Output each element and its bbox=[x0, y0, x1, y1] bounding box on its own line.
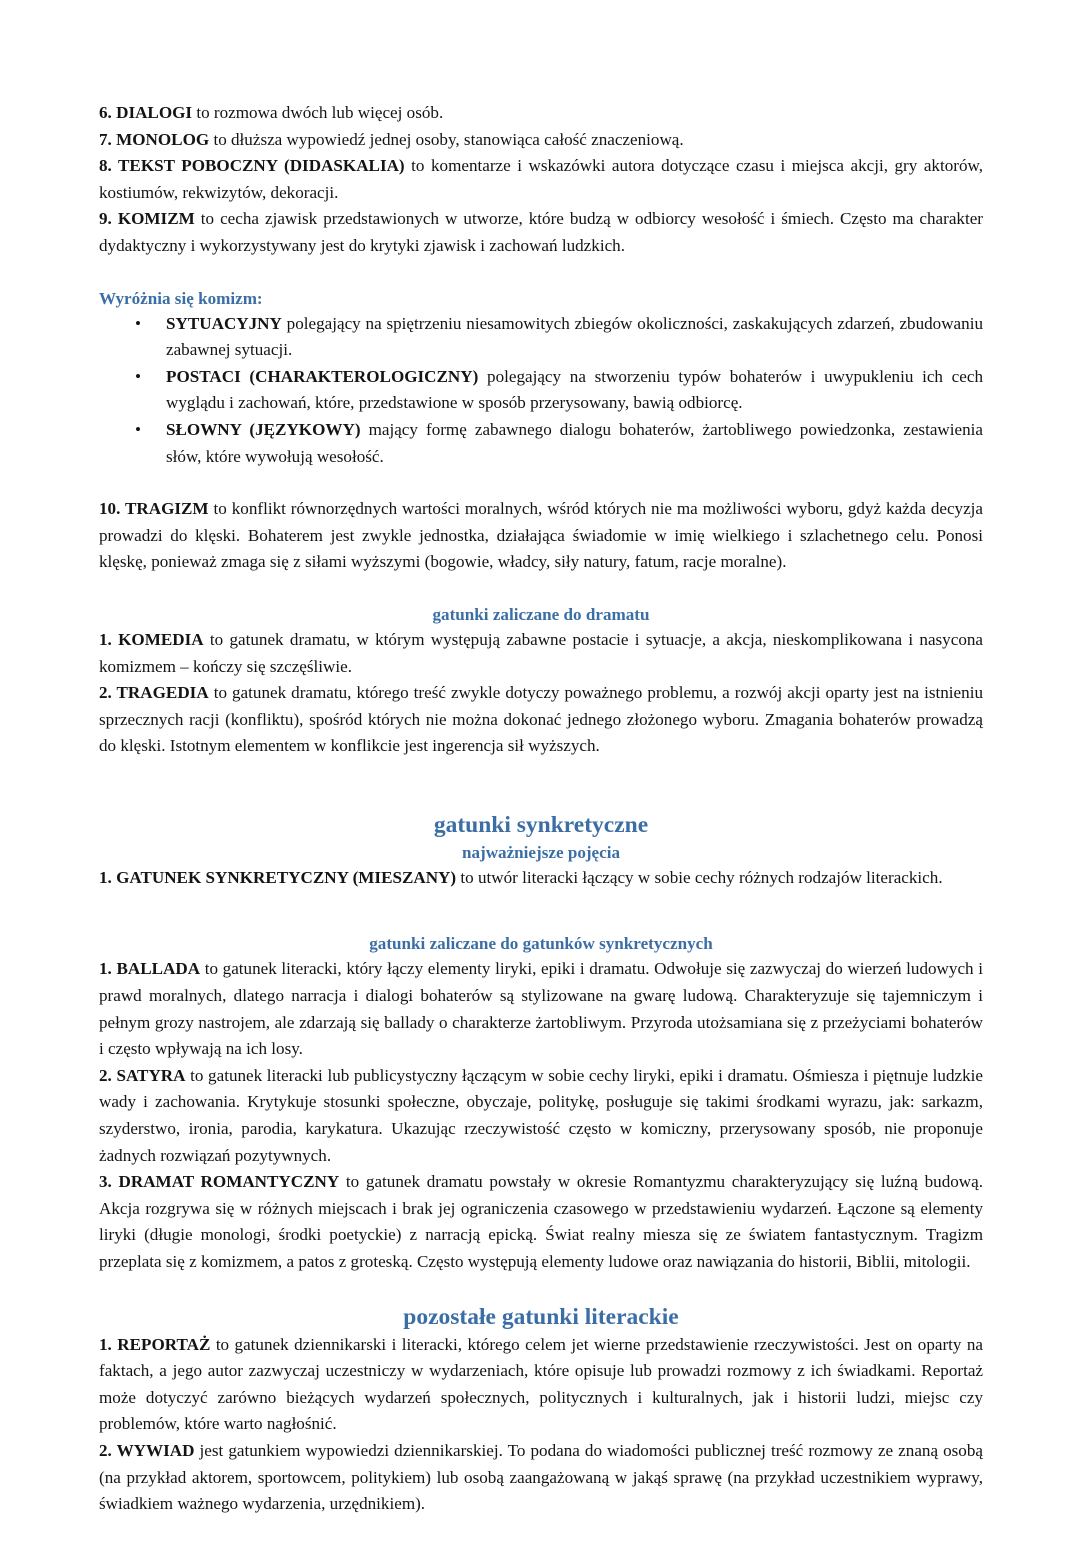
list-item bbox=[99, 364, 983, 417]
list-item-body: mający formę zabawnego dialogu bohaterów, żartobliwego powiedzonka, zestawienia słów, które wywołują wesołość. bbox=[166, 419, 983, 466]
definition-body: to utwór literacki łączący w sobie cechy różnych rodzajów literackich. bbox=[456, 867, 943, 887]
definition-dialogi bbox=[99, 100, 983, 127]
list-item-term: POSTACI (CHARAKTEROLOGICZNY) bbox=[166, 366, 479, 386]
definition-body: to gatunek literacki, który łączy elementy liryki, epiki i dramatu. Odwołuje się zazwyczaj do wierzeń ludowych i prawd moralnych, dlatego narracja i dialogi bohaterów są stylizowane na gwarę ludową. Charakteryzuje się tajemniczym i pełnym grozy nastrojem, ale zdarzają się ballady o charakterze żartobliwym. Przyroda utożsamiana się z przeżyciami bohaterów i często wpływają na ich losy. bbox=[99, 959, 983, 1059]
heading-gatunki-zaliczane-do-gatunkow-synkretycznych: gatunki zaliczane do gatunków synkretycznych bbox=[369, 934, 713, 954]
bullet-icon: • bbox=[135, 366, 141, 386]
definition-body: to cecha zjawisk przedstawionych w utworze, które budzą w odbiorcy wesołość i śmiech. Często ma charakter dydaktyczny i wykorzystywany jest do krytyki zjawisk i zachowań ludzkich. bbox=[99, 209, 983, 255]
definition-term: 9. KOMIZM bbox=[99, 209, 195, 229]
definition-term: 8. TEKST POBOCZNY (DIDASKALIA) bbox=[99, 156, 405, 176]
spacer bbox=[99, 1276, 983, 1302]
spacer bbox=[99, 576, 983, 602]
spacer bbox=[99, 470, 983, 496]
list-item-body: polegający na spiętrzeniu niesamowitych zbiegów okoliczności, zaskakujących zdarzeń, zbudowaniu zabawnej sytuacji. bbox=[166, 313, 983, 360]
definition-body: to gatunek literacki lub publicystyczny łączącym w sobie cechy liryki, epiki i dramatu. Ośmiesza i piętnuje ludzkie wady i zachowania. Krytykuje stosunki społeczne, obyczaje, politykę, posługuje się takimi środkami wyrazu, jak: sarkazm, szyderstwo, ironia, parodia, karykatura. Ukazując rzeczywistość często w komiczny, przerysowany sposób, nie proponuje żadnych rozwiązań pozytywnych. bbox=[99, 1065, 983, 1165]
bullet-icon: • bbox=[135, 313, 141, 333]
bullet-icon: • bbox=[135, 419, 141, 439]
definition-body: to komentarze i wskazówki autora dotyczące czasu i miejsca akcji, gry aktorów, kostiumów, rekwizytów, dekoracji. bbox=[99, 156, 983, 202]
definition-term: 7. MONOLOG bbox=[99, 129, 210, 149]
definition-satyra bbox=[99, 1063, 983, 1169]
definition-komedia bbox=[99, 627, 983, 680]
spacer bbox=[99, 891, 983, 931]
list-item bbox=[99, 417, 983, 470]
section-title-pozostale-gatunki-literackie: pozostałe gatunki literackie bbox=[403, 1303, 679, 1330]
definition-term: 1. BALLADA bbox=[99, 959, 201, 979]
definition-body: to gatunek dramatu powstały w okresie Romantyzmu charakteryzujący się luźną budową. Akcja rozgrywa się w różnych miejscach i brak jej ograniczenia czasowego w przedstawieniu wydarzeń. Łączone są elementy liryki (długie monologi, środki poetyckie) z narracją epicką. Świat realny miesza się ze światem fantastycznym. Tragizm przeplata się z komizmem, a patos z groteską. Często występują elementy ludowe oraz nawiązania do historii, Biblii, mitologii. bbox=[99, 1172, 983, 1271]
definitions-block-dramat-terms bbox=[99, 100, 983, 260]
definition-dramat-romantyczny bbox=[99, 1169, 983, 1275]
definition-komizm bbox=[99, 206, 983, 259]
definition-tekst-poboczny bbox=[99, 153, 983, 206]
definition-term: 1. REPORTAŻ bbox=[99, 1334, 211, 1354]
definition-tragizm bbox=[99, 496, 983, 576]
definition-body: to gatunek dramatu, w którym występują zabawne postacie i sytuacje, a akcja, nieskomplikowana i nasycona komizmem – kończy się szczęśliwie. bbox=[99, 629, 983, 676]
list-item-term: SYTUACYJNY bbox=[166, 313, 282, 333]
definition-body: to dłuższa wypowiedź jednej osoby, stanowiąca całość znaczeniową. bbox=[209, 129, 684, 149]
heading-wyroznia-sie-komizm: Wyróżnia się komizm: bbox=[99, 288, 263, 308]
definition-term: 2. WYWIAD bbox=[99, 1440, 195, 1460]
komizm-bullet-list bbox=[99, 311, 983, 471]
definition-gatunek-synkretyczny bbox=[99, 865, 983, 892]
definition-term: 1. GATUNEK SYNKRETYCZNY (MIESZANY) bbox=[99, 867, 457, 887]
definition-term: 10. TRAGIZM bbox=[99, 499, 209, 519]
definition-body: to gatunek dziennikarski i literacki, którego celem jet wierne przedstawienie rzeczywistości. Jest on oparty na faktach, a jego autor zazwyczaj uczestniczy w wydarzeniach, które opisuje lub prowadzi rozmowy z ich świadkami. Reportaż może dotyczyć zarówno bieżących wydarzeń społecznych, politycznych i kulturalnych, jak i historii ludzi, miejsc czy problemów, które warto nagłośnić. bbox=[99, 1334, 984, 1434]
definition-wywiad bbox=[99, 1438, 983, 1518]
definition-body: to gatunek dramatu, którego treść zwykle dotyczy poważnego problemu, a rozwój akcji oparty jest na istnieniu sprzecznych racji (konfliktu), spośród których nie można dokonać jednego złożonego wyboru. Zmagania bohaterów prowadzą do klęski. Istotnym elementem w konflikcie jest ingerencja sił wyższych. bbox=[99, 683, 983, 756]
definition-tragedia bbox=[99, 680, 983, 760]
definition-body: to rozmowa dwóch lub więcej osób. bbox=[192, 103, 444, 122]
definition-body: jest gatunkiem wypowiedzi dziennikarskiej. To podana do wiadomości publicznej treść rozmowy ze znaną osobą (na przykład aktorem, sportowcem, politykiem) lub osobą zaangażowaną w jakąś sprawę (na przykład uczestnikiem wyprawy, świadkiem ważnego wydarzenia, urzędnikiem). bbox=[99, 1440, 983, 1514]
definition-term: 2. TRAGEDIA bbox=[99, 683, 209, 703]
definition-term: 6. DIALOGI bbox=[99, 103, 193, 122]
definition-term: 3. DRAMAT ROMANTYCZNY bbox=[99, 1172, 340, 1192]
definition-reportaz bbox=[99, 1332, 983, 1438]
heading-gatunki-zaliczane-do-dramatu: gatunki zaliczane do dramatu bbox=[432, 604, 650, 624]
list-item-body: polegający na stworzeniu typów bohaterów i uwypukleniu ich cech wyglądu i zachowań, które, przedstawione w sposób przerysowany, bawią odbiorcę. bbox=[166, 366, 983, 413]
definition-ballada bbox=[99, 956, 983, 1062]
spacer bbox=[99, 260, 983, 286]
section-title-gatunki-synkretyczne: gatunki synkretyczne bbox=[433, 811, 649, 838]
list-item bbox=[99, 311, 983, 364]
spacer bbox=[99, 760, 983, 810]
definition-term: 2. SATYRA bbox=[99, 1065, 186, 1085]
definition-body: to konflikt równorzędnych wartości moralnych, wśród których nie ma możliwości wyboru, gdyż każda decyzja prowadzi do klęski. Bohaterem jest zwykle jednostka, działająca świadomie w imię wielkiego i szlachetnego celu. Ponosi klęskę, ponieważ zmaga się z siłami wyższymi (bogowie, władcy, siły natury, fatum, racje moralne). bbox=[99, 499, 984, 572]
section-subtitle-najwazniejsze-pojecia: najważniejsze pojęcia bbox=[461, 842, 621, 862]
definition-term: 1. KOMEDIA bbox=[99, 629, 204, 649]
definition-monolog bbox=[99, 127, 983, 154]
list-item-term: SŁOWNY (JĘZYKOWY) bbox=[166, 419, 361, 439]
